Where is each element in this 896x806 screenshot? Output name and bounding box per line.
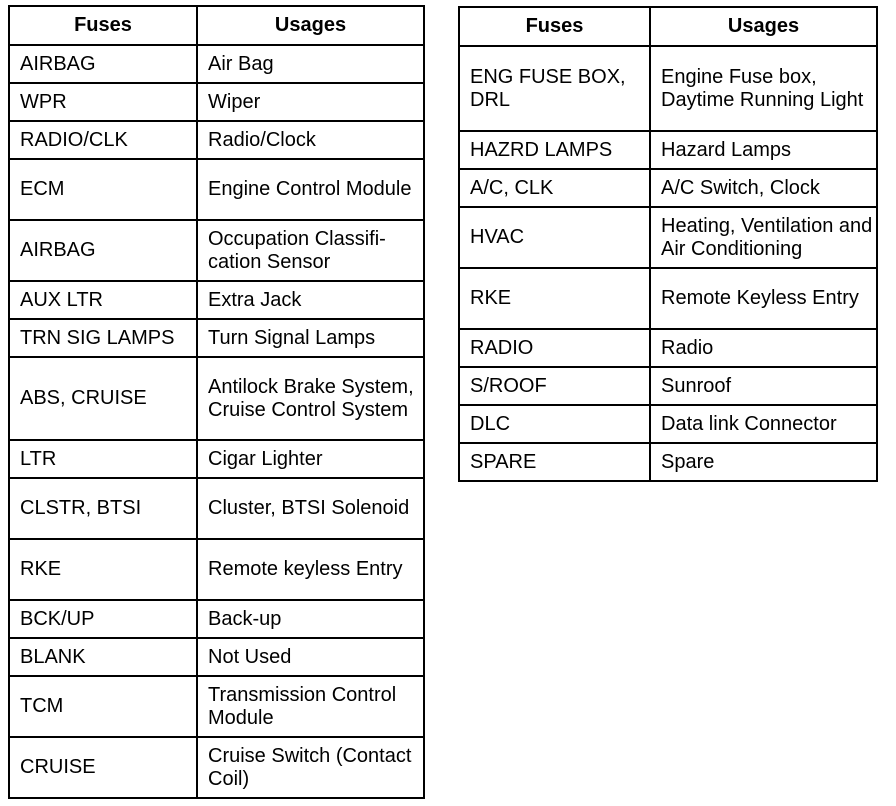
usage-cell: Wiper (197, 83, 424, 121)
fuse-cell: LTR (9, 440, 197, 478)
table-row (9, 440, 424, 478)
table-row (9, 319, 424, 357)
table-row (9, 281, 424, 319)
usage-cell: Antilock Brake System, Cruise Control System (197, 357, 424, 440)
usage-cell: Cluster, BTSI Solenoid (197, 478, 424, 539)
fuse-cell: RADIO/CLK (9, 121, 197, 159)
fuse-table-left (8, 5, 425, 799)
fuse-cell: CRUISE (9, 737, 197, 798)
table-row (9, 539, 424, 600)
table-row (459, 405, 877, 443)
fuse-cell: A/C, CLK (459, 169, 650, 207)
fuse-cell: RADIO (459, 329, 650, 367)
table-row (459, 367, 877, 405)
fuse-cell: RKE (9, 539, 197, 600)
table-row (9, 676, 424, 737)
usage-cell: Remote keyless Entry (197, 539, 424, 600)
fuse-cell: HAZRD LAMPS (459, 131, 650, 169)
fuse-cell: TCM (9, 676, 197, 737)
fuse-cell: AIRBAG (9, 45, 197, 83)
fuse-cell: ECM (9, 159, 197, 220)
fuse-cell: TRN SIG LAMPS (9, 319, 197, 357)
table-row (9, 478, 424, 539)
table-row (459, 169, 877, 207)
header-fuses: Fuses (459, 7, 650, 46)
table-row (9, 357, 424, 440)
fuse-cell: DLC (459, 405, 650, 443)
table-row (9, 83, 424, 121)
table-row (9, 159, 424, 220)
fuse-cell: S/ROOF (459, 367, 650, 405)
usage-cell: Spare (650, 443, 877, 481)
table-row (459, 46, 877, 131)
table-header-row (9, 6, 424, 45)
usage-cell: Air Bag (197, 45, 424, 83)
fuse-cell: SPARE (459, 443, 650, 481)
table-header-row (459, 7, 877, 46)
usage-cell: Cruise Switch (Contact Coil) (197, 737, 424, 798)
fuse-cell: ABS, CRUISE (9, 357, 197, 440)
table-row (9, 737, 424, 798)
usage-cell: Radio/Clock (197, 121, 424, 159)
usage-cell: Hazard Lamps (650, 131, 877, 169)
table-row (9, 600, 424, 638)
fuse-cell: AIRBAG (9, 220, 197, 281)
table-row (9, 121, 424, 159)
usage-cell: Engine Fuse box, Daytime Running Light (650, 46, 877, 131)
fuse-cell: BLANK (9, 638, 197, 676)
usage-cell: Transmission Control Module (197, 676, 424, 737)
usage-cell: Cigar Lighter (197, 440, 424, 478)
usage-cell: Radio (650, 329, 877, 367)
usage-cell: Back-up (197, 600, 424, 638)
table-row (9, 638, 424, 676)
fuse-cell: AUX LTR (9, 281, 197, 319)
header-usages: Usages (650, 7, 877, 46)
table-row (459, 207, 877, 268)
usage-cell: Occupation Classifi-cation Sensor (197, 220, 424, 281)
table-row (9, 220, 424, 281)
fuse-cell: ENG FUSE BOX, DRL (459, 46, 650, 131)
usage-cell: A/C Switch, Clock (650, 169, 877, 207)
table-row (9, 45, 424, 83)
fuse-cell: WPR (9, 83, 197, 121)
fuse-cell: RKE (459, 268, 650, 329)
usage-cell: Extra Jack (197, 281, 424, 319)
table-row (459, 329, 877, 367)
fuse-cell: HVAC (459, 207, 650, 268)
header-usages: Usages (197, 6, 424, 45)
usage-cell: Not Used (197, 638, 424, 676)
fuse-cell: BCK/UP (9, 600, 197, 638)
table-row (459, 443, 877, 481)
table-row (459, 131, 877, 169)
usage-cell: Remote Keyless Entry (650, 268, 877, 329)
header-fuses: Fuses (9, 6, 197, 45)
usage-cell: Heating, Ventilation and Air Conditioning (650, 207, 877, 268)
usage-cell: Turn Signal Lamps (197, 319, 424, 357)
usage-cell: Data link Connector (650, 405, 877, 443)
table-row (459, 268, 877, 329)
usage-cell: Engine Control Module (197, 159, 424, 220)
fuse-cell: CLSTR, BTSI (9, 478, 197, 539)
fuse-table-right (458, 6, 878, 482)
usage-cell: Sunroof (650, 367, 877, 405)
